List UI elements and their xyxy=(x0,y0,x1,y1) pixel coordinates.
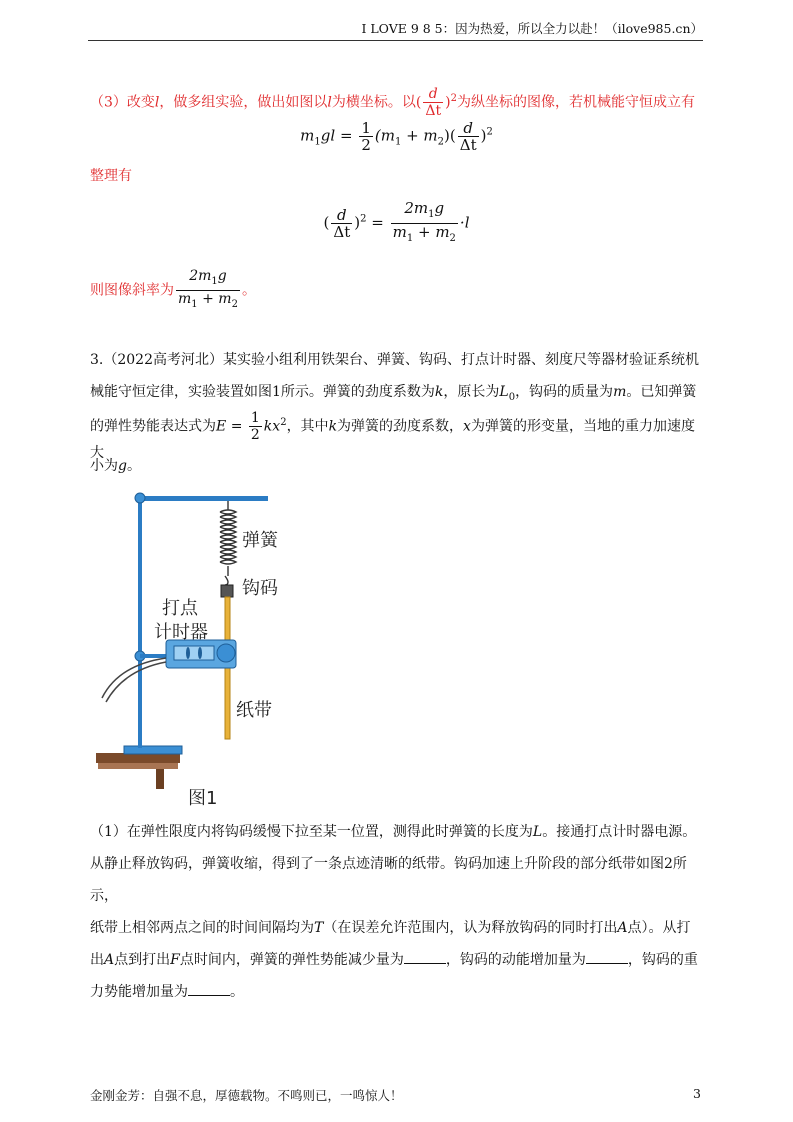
stand-base xyxy=(124,746,182,754)
power-wire xyxy=(106,662,166,702)
fraction-d-dt xyxy=(331,207,352,240)
question-1 xyxy=(90,816,701,1008)
slope-line xyxy=(90,268,701,313)
text: 。 xyxy=(126,458,141,474)
text: 纸带上相邻两点之间的时间间隔均为 xyxy=(90,920,314,936)
var-T: T xyxy=(314,920,324,936)
eq-equals: = xyxy=(339,126,353,145)
den: + m xyxy=(413,223,450,241)
problem-line-1 xyxy=(90,350,701,370)
fraction-half xyxy=(359,120,373,153)
text: 出 xyxy=(90,952,104,968)
text: 小为 xyxy=(90,458,118,474)
timer-disc xyxy=(217,644,235,662)
text: 的弹性势能表达式为 xyxy=(90,418,216,435)
sup: 2 xyxy=(360,213,367,225)
equation-rearranged: ( $\frac{d}{\Delta t}$ )$^2$ = $\frac{2m_1g}{m_1 + m_2}$ ·l xyxy=(0,200,793,247)
var-l: l xyxy=(327,94,332,111)
stand-rod xyxy=(138,496,142,748)
header-text: I LOVE 9 8 5：因为热爱，所以全力以赴！（ilove985.cn） xyxy=(361,21,703,36)
den: 2 xyxy=(250,427,260,443)
text: 为纵坐标的图像，若机械能守恒成立有 xyxy=(456,94,695,111)
sup: 2 xyxy=(450,92,457,104)
label-timer-2: 计时器 xyxy=(154,622,208,643)
text: ) xyxy=(480,126,487,145)
den: m xyxy=(178,290,192,307)
var-l: l xyxy=(154,94,160,111)
label-tape: 纸带 xyxy=(236,700,272,721)
num: 2m xyxy=(404,199,429,217)
var-L: L xyxy=(532,824,543,840)
q1-line-4 xyxy=(90,944,701,976)
num: d xyxy=(458,120,479,137)
text: 为横坐标。以( xyxy=(331,94,422,111)
fraction-half xyxy=(249,410,262,443)
den: Δt xyxy=(333,223,351,241)
text: 点到打出 xyxy=(114,952,171,968)
var-k: k xyxy=(328,418,338,435)
text: 整理有 xyxy=(90,168,132,184)
fraction-d-dt xyxy=(458,120,479,153)
timer-coil xyxy=(198,647,202,659)
problem-line-2 xyxy=(90,382,701,408)
table-leg xyxy=(156,769,164,789)
var-k: k xyxy=(434,384,444,400)
page-header xyxy=(88,18,703,41)
var-L0: L xyxy=(499,384,509,400)
times-l: ·l xyxy=(459,213,470,232)
sup: 2 xyxy=(280,416,287,428)
text: 为弹簧的劲度系数， xyxy=(337,418,464,435)
text: 3.（2022高考河北）某实验小组利用铁架台、弹簧、钩码、打点计时器、刻度尺等器材验证系统机 xyxy=(90,352,699,368)
den: + m xyxy=(197,290,232,307)
var-g: g xyxy=(118,458,127,474)
q1-line-3 xyxy=(90,912,701,944)
figure-apparatus xyxy=(92,488,312,808)
text: 点时间内，弹簧的弹性势能减少量为 xyxy=(179,952,404,968)
answer-blank[interactable] xyxy=(586,949,628,964)
answer-blank[interactable] xyxy=(404,949,446,964)
q1-line-2 xyxy=(90,848,701,912)
spring xyxy=(220,501,236,585)
solution-part3-line xyxy=(90,86,701,119)
text: ，钩码的质量为 xyxy=(515,384,614,400)
text: 。 xyxy=(241,282,256,299)
den: m xyxy=(392,223,407,241)
stand-arm xyxy=(140,496,268,501)
weight xyxy=(221,585,233,597)
eq-equals: = xyxy=(230,418,243,435)
text: ，做多组实验，做出如图以 xyxy=(159,94,328,111)
equation-energy: $m_1gl$ = $\frac{1}{2}$ $(m_1 + m_2)$( $\frac{d}{\Delta t}$ )$^2$ xyxy=(300,119,493,154)
num: d xyxy=(423,86,443,103)
label-timer-1: 打点 xyxy=(162,598,198,619)
organize-text xyxy=(90,166,701,186)
den: Δt xyxy=(459,136,477,154)
q1-line-1 xyxy=(90,816,701,848)
text: ，钩码的重 xyxy=(627,952,698,968)
problem-line-4 xyxy=(90,456,701,476)
text: 点）。从打 xyxy=(627,920,691,936)
text: 。接通打点计时器电源。 xyxy=(542,824,697,840)
eq-equals: = xyxy=(371,213,384,232)
text: （1）在弹性限度内将钩码缓慢下拉至某一位置，测得此时弹簧的长度为 xyxy=(90,824,533,840)
num: 2m xyxy=(189,268,212,284)
label-weight: 钩码 xyxy=(242,578,278,599)
var-x: x xyxy=(463,418,471,435)
text: 为弹簧的形变量，当地的重力加速度大 xyxy=(90,418,695,461)
g: g xyxy=(434,199,445,217)
text: ，钩码的动能增加量为 xyxy=(445,952,586,968)
num: 1 xyxy=(250,410,260,426)
text: ，原长为 xyxy=(443,384,500,400)
num: 1 xyxy=(361,119,371,137)
text: ，其中 xyxy=(286,418,329,435)
var-m: m xyxy=(613,384,627,400)
page-number: 3 xyxy=(693,1086,701,1101)
text: 械能守恒定律，实验装置如图1所示。弹簧的劲度系数为 xyxy=(90,384,435,400)
fraction-d-dt xyxy=(423,86,443,119)
var-A: A xyxy=(617,920,628,936)
answer-blank[interactable] xyxy=(188,981,230,996)
timer-coil xyxy=(186,647,190,659)
num: d xyxy=(331,207,352,224)
den: 2 xyxy=(361,136,371,154)
text: 力势能增加量为 xyxy=(90,984,188,1000)
var-kx: kx xyxy=(263,418,281,435)
eq-m: m xyxy=(300,126,315,145)
fraction-slope: $\frac{2m_1g}{m_1 + m_2}$ xyxy=(178,268,238,310)
text: ) xyxy=(445,94,451,111)
eq-gl: gl xyxy=(320,126,336,145)
text: （3）改变 xyxy=(90,94,155,111)
text: + m xyxy=(401,126,438,145)
text: 。已知弹簧 xyxy=(626,384,697,400)
footer-motto: 金刚金芳：自强不息，厚德载物。不鸣则已，一鸣惊人！ xyxy=(90,1088,403,1103)
var-E: E xyxy=(216,418,227,435)
timer-window xyxy=(174,646,214,660)
text: )( xyxy=(444,126,456,145)
fraction-slope: $\frac{2m_1g}{m_1 + m_2}$ xyxy=(392,199,456,244)
text: 。 xyxy=(230,984,244,1000)
label-spring: 弹簧 xyxy=(242,530,278,551)
var-A: A xyxy=(104,952,115,968)
text: 从静止释放钩码，弹簧收缩，得到了一条点迹清晰的纸带。钩码加速上升阶段的部分纸带如图2所示， xyxy=(90,856,687,904)
text: 则图像斜率为 xyxy=(90,282,174,299)
var-F: F xyxy=(170,952,180,968)
den: Δt xyxy=(425,103,442,119)
g: g xyxy=(217,268,227,284)
q1-line-5 xyxy=(90,976,701,1008)
clamp-top xyxy=(135,493,145,503)
text: （在误差允许范围内，认为释放钩码的同时打出 xyxy=(323,920,618,936)
sup: 2 xyxy=(486,126,493,138)
text: (m xyxy=(374,126,395,145)
figure-caption: 图1 xyxy=(188,788,218,808)
table-edge xyxy=(98,763,178,769)
sub: 0 xyxy=(508,391,516,403)
page-footer xyxy=(90,1086,701,1104)
